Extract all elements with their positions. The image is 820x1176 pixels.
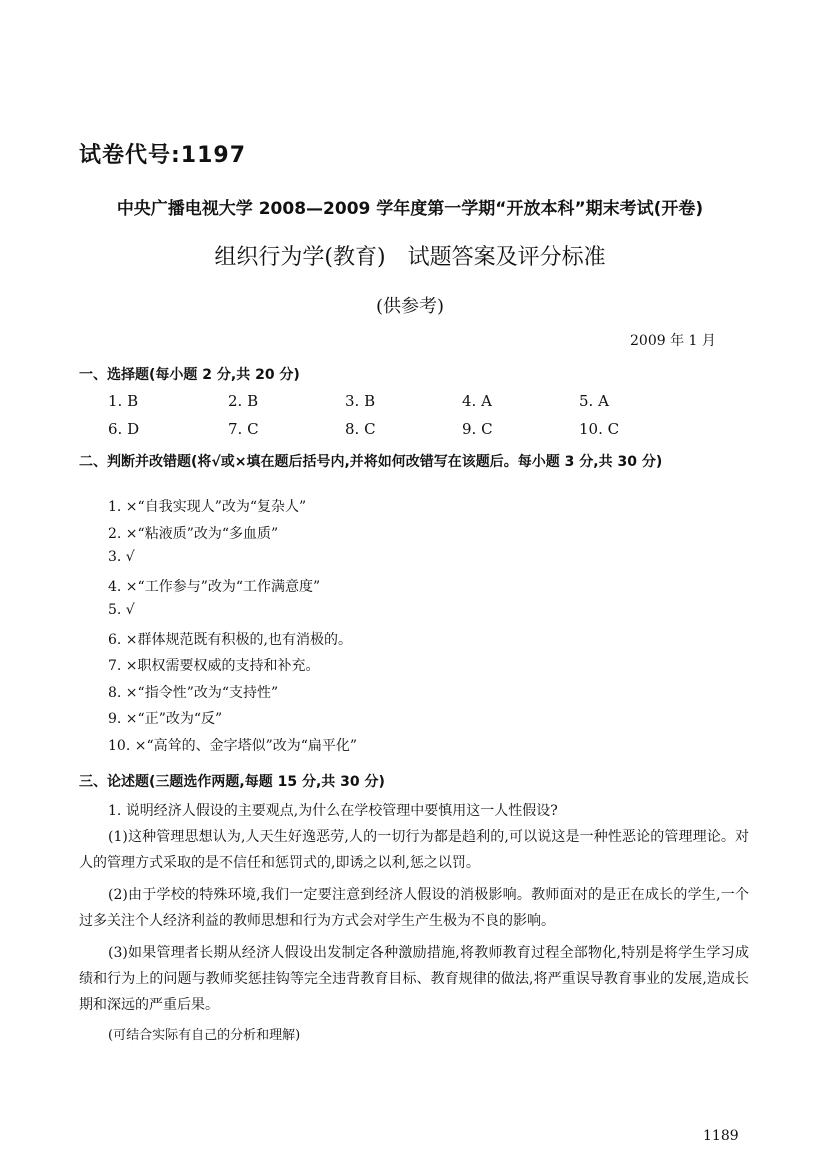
exam-code: 试卷代号:1197 [79,143,247,168]
true-false-answers [108,496,748,761]
tf-answer-item: 5. √ [108,602,135,618]
answer-item: 3. B [345,392,376,410]
exam-date: 2009 年 1 月 [630,333,716,349]
tf-answer-item: 3. √ [108,549,135,565]
tf-answer-item: 10. ×“高耸的、金字塔似”改为“扁平化” [108,737,358,754]
answer-item: 9. C [462,420,493,438]
answer-item: 7. C [228,420,259,438]
answer-item: 8. C [345,420,376,438]
tf-answer-item: 4. ×“工作参与”改为“工作满意度” [108,578,321,595]
essay-paragraph: (3)如果管理者长期从经济人假设出发制定各种激励措施,将教师教育过程全部物化,特别是将学生学习成绩和行为上的问题与教师奖惩挂钩等完全违背教育目标、教育规律的做法,将严重误导教育事业的发展,造成长期和深远的严重后果。 [79,945,749,1013]
section-title-true-false: 二、判断并改错题(将√或×填在题后括号内,并将如何改错写在该题后。每小题 3 分,共 30 分) [79,454,663,470]
page-subtitle: (供参考) [375,296,445,317]
essay-paragraph: (1)这种管理思想认为,人天生好逸恶劳,人的一切行为都是趋利的,可以说这是一种性恶论的管理理论。对人的管理方式采取的是不信任和惩罚式的,即诱之以利,惩之以罚。 [79,829,749,871]
tf-answer-item: 8. ×“指令性”改为“支持性” [108,684,279,701]
tf-answer-item: 7. ×职权需要权威的支持和补充。 [108,658,320,674]
essay-answer [79,798,749,1048]
answer-row [108,420,708,448]
section-title-essay: 三、论述题(三题选作两题,每题 15 分,共 30 分) [79,774,385,790]
answer-item: 10. C [579,420,620,438]
answer-item: 1. B [108,392,139,410]
tf-answer-item: 1. ×“自我实现人”改为“复杂人” [108,499,307,515]
essay-question: 1. 说明经济人假设的主要观点,为什么在学校管理中要慎用这一人性假设? [108,803,558,819]
tf-answer-item: 6. ×群体规范既有积极的,也有消极的。 [108,631,352,648]
answer-item: 4. A [462,392,492,410]
page-number: 1189 [703,1128,739,1144]
page-title: 组织行为学(教育) 试题答案及评分标准 [214,245,606,270]
answer-item: 6. D [108,420,140,438]
multiple-choice-answers [108,392,708,448]
answer-row [108,392,708,420]
essay-paragraph: (2)由于学校的特殊环境,我们一定要注意到经济人假设的消极影响。教师面对的是正在成长的学生,一个过多关注个人经济利益的教师思想和行为方式会对学生产生极为不良的影响。 [79,887,749,929]
section-title-multiple-choice: 一、选择题(每小题 2 分,共 20 分) [79,367,300,383]
answer-item: 5. A [579,392,609,410]
exam-headline: 中央广播电视大学 2008—2009 学年度第一学期“开放本科”期末考试(开卷) [116,199,704,219]
essay-note: (可结合实际有自己的分析和理解) [108,1028,301,1043]
tf-answer-item: 9. ×“正”改为“反” [108,711,223,727]
answer-item: 2. B [228,392,259,410]
tf-answer-item: 2. ×“粘液质”改为“多血质” [108,525,279,542]
